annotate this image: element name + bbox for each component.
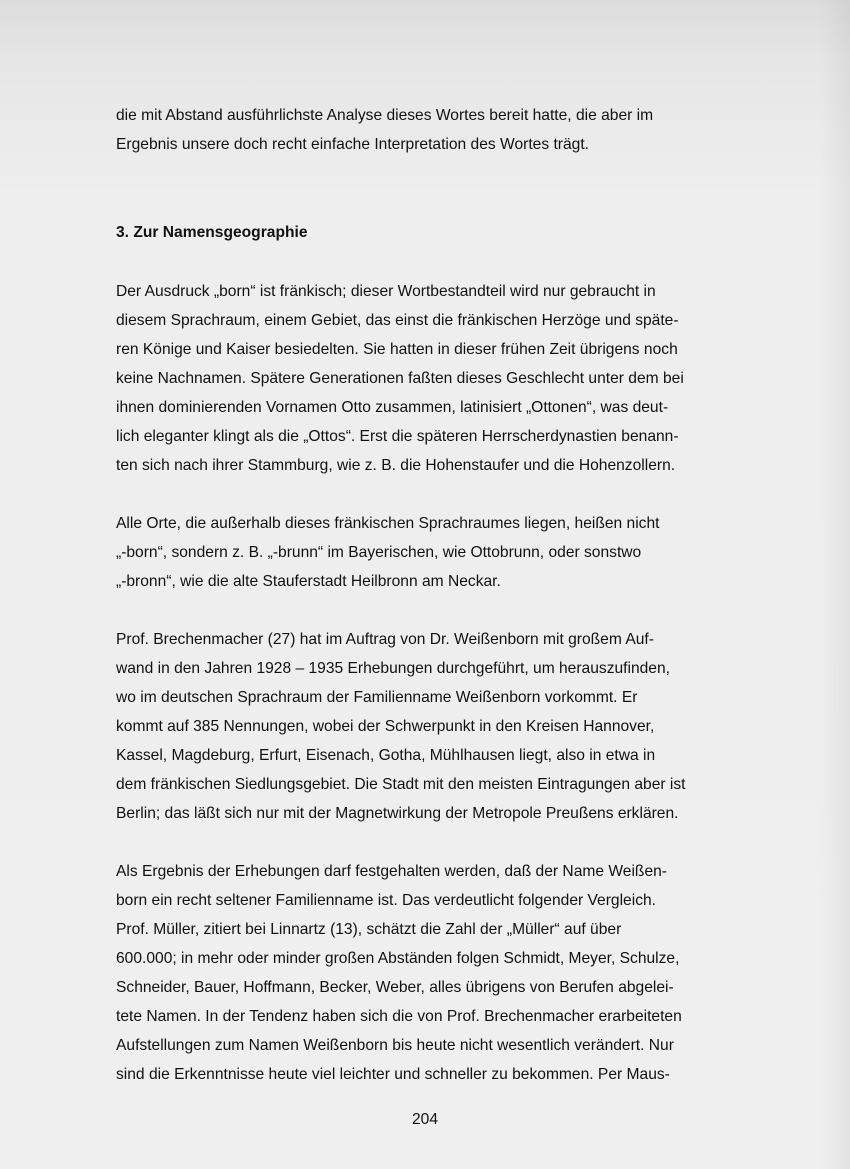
paragraph-2 <box>116 277 731 480</box>
scan-shadow <box>820 0 850 1169</box>
text-line: Alle Orte, die außerhalb dieses fränkischen Sprachraumes liegen, heißen nicht <box>116 515 660 532</box>
section-heading: 3. Zur Namensgeographie <box>116 224 308 241</box>
text-line: keine Nachnamen. Spätere Generationen faßten dieses Geschlecht unter dem bei <box>116 370 684 387</box>
text-line: sind die Erkenntnisse heute viel leichter und schneller zu bekommen. Per Maus- <box>116 1066 670 1083</box>
paragraph-3 <box>116 509 731 596</box>
text-line: Der Ausdruck „born“ ist fränkisch; dieser Wortbestandteil wird nur gebraucht in <box>116 283 656 300</box>
text-line: lich eleganter klingt als die „Ottos“. Erst die späteren Herrscherdynastien benann- <box>116 428 679 445</box>
text-line: Prof. Müller, zitiert bei Linnartz (13), schätzt die Zahl der „Müller“ auf über <box>116 921 622 938</box>
text-line: diesem Sprachraum, einem Gebiet, das einst die fränkischen Herzöge und späte- <box>116 312 679 329</box>
text-line: wo im deutschen Sprachraum der Familienname Weißenborn vorkommt. Er <box>116 689 638 706</box>
page-number: 204 <box>411 1111 439 1128</box>
text-line: Aufstellungen zum Namen Weißenborn bis heute nicht wesentlich verändert. Nur <box>116 1037 674 1054</box>
text-line: Schneider, Bauer, Hoffmann, Becker, Weber, alles übrigens von Berufen abgelei- <box>116 979 674 996</box>
text-line: wand in den Jahren 1928 – 1935 Erhebungen durchgeführt, um herauszufinden, <box>116 660 670 677</box>
paragraph-5 <box>116 857 731 1089</box>
text-line: Ergebnis unsere doch recht einfache Interpretation des Wortes trägt. <box>116 136 589 153</box>
text-line: Als Ergebnis der Erhebungen darf festgehalten werden, daß der Name Weißen- <box>116 863 667 880</box>
text-line: „-born“, sondern z. B. „-brunn“ im Bayerischen, wie Ottobrunn, oder sonstwo <box>116 544 642 561</box>
text-line: tete Namen. In der Tendenz haben sich die von Prof. Brechenmacher erarbeiteten <box>116 1008 682 1025</box>
text-line: 600.000; in mehr oder minder großen Abständen folgen Schmidt, Meyer, Schulze, <box>116 950 680 967</box>
text-line: ten sich nach ihrer Stammburg, wie z. B. die Hohenstaufer und die Hohenzollern. <box>116 457 676 474</box>
text-line: born ein recht seltener Familienname ist. Das verdeutlicht folgender Vergleich. <box>116 892 656 909</box>
paragraph-1 <box>116 101 731 159</box>
text-line: Prof. Brechenmacher (27) hat im Auftrag von Dr. Weißenborn mit großem Auf- <box>116 631 654 648</box>
text-line: „-bronn“, wie die alte Stauferstadt Heilbronn am Neckar. <box>116 573 501 590</box>
text-line: dem fränkischen Siedlungsgebiet. Die Stadt mit den meisten Eintragungen aber ist <box>116 776 686 793</box>
text-line: ihnen dominierenden Vornamen Otto zusammen, latinisiert „Ottonen“, was deut- <box>116 399 669 416</box>
paragraph-4 <box>116 625 731 828</box>
text-line: kommt auf 385 Nennungen, wobei der Schwerpunkt in den Kreisen Hannover, <box>116 718 655 735</box>
text-line: Kassel, Magdeburg, Erfurt, Eisenach, Gotha, Mühlhausen liegt, also in etwa in <box>116 747 656 764</box>
text-line: die mit Abstand ausführlichste Analyse dieses Wortes bereit hatte, die aber im <box>116 107 654 124</box>
text-line: ren Könige und Kaiser besiedelten. Sie hatten in dieser frühen Zeit übrigens noch <box>116 341 678 358</box>
document-body <box>116 101 731 1089</box>
text-line: Berlin; das läßt sich nur mit der Magnetwirkung der Metropole Preußens erklären. <box>116 805 679 822</box>
